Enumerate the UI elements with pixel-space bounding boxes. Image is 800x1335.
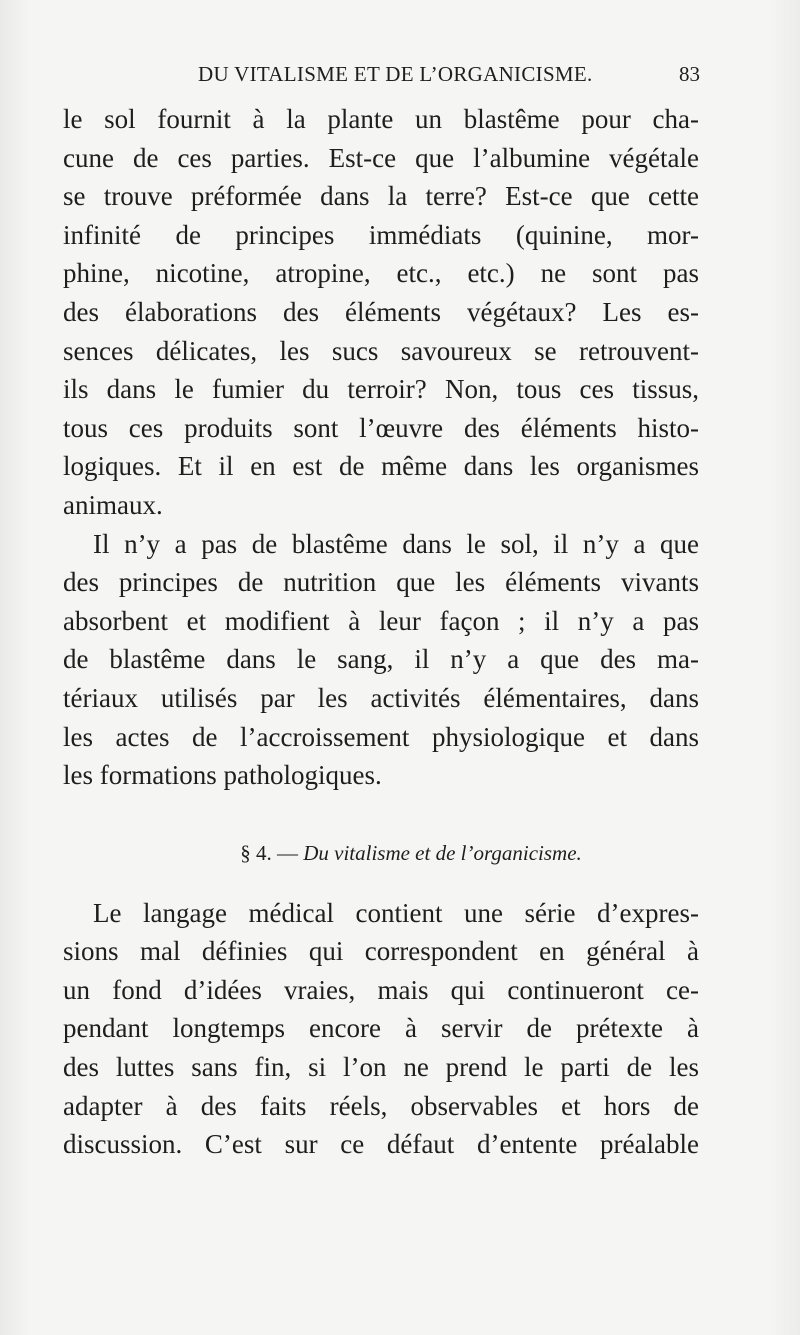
running-head <box>60 62 700 92</box>
section-title: Du vitalisme et de l’organicisme. <box>303 840 582 865</box>
text-line: des principes de nutrition que les éléments vivants <box>63 567 699 598</box>
heading-spacer <box>63 872 699 894</box>
text-line: logiques. Et il en est de même dans les organismes <box>63 451 699 482</box>
text-line: ils dans le fumier du terroir? Non, tous ces tissus, <box>63 374 699 405</box>
text-line: Il n’y a pas de blastême dans le sol, il n’y a que <box>93 528 699 559</box>
text-line: un fond d’idées vraies, mais qui continueront ce- <box>63 974 699 1005</box>
paragraph-3 <box>63 894 699 1164</box>
page-number: 83 <box>679 62 700 86</box>
text-line: absorbent et modifient à leur façon ; il n’y a pas <box>63 605 699 636</box>
running-title: DU VITALISME ET DE L’ORGANICISME. <box>198 62 593 86</box>
body-text <box>63 100 699 1164</box>
text-line: Le langage médical contient une série d’expres- <box>93 897 699 928</box>
text-line: animaux. <box>63 489 163 520</box>
text-line: des élaborations des éléments végétaux? Les es- <box>63 296 699 327</box>
text-line: se trouve préformée dans la terre? Est-ce que cette <box>63 181 699 212</box>
text-line: adapter à des faits réels, observables et hors de <box>63 1090 699 1121</box>
text-line: cune de ces parties. Est-ce que l’albumine végétale <box>63 142 699 173</box>
text-line: le sol fournit à la plante un blastême pour cha- <box>63 104 699 134</box>
text-line: les formations pathologiques. <box>63 760 382 791</box>
text-line: discussion. C’est sur ce défaut d’entente préalable <box>63 1129 699 1160</box>
text-line: tériaux utilisés par les activités élémentaires, dans <box>63 682 699 713</box>
section-number: § 4. — <box>240 840 298 865</box>
text-line: des luttes sans fin, si l’on ne prend le parti de les <box>63 1052 699 1083</box>
paragraph-2 <box>63 525 699 795</box>
paragraph-1 <box>63 100 699 525</box>
text-line: les actes de l’accroissement physiologique et dans <box>63 721 699 752</box>
text-line: phine, nicotine, atropine, etc., etc.) ne sont pas <box>63 258 699 289</box>
text-line: tous ces produits sont l’œuvre des éléments histo- <box>63 412 699 443</box>
section-heading <box>123 834 699 872</box>
section-spacer <box>63 795 699 834</box>
text-line: pendant longtemps encore à servir de prétexte à <box>63 1013 699 1044</box>
text-line: infinité de principes immédiats (quinine, mor- <box>63 219 699 250</box>
text-line: sions mal définies qui correspondent en général à <box>63 936 699 967</box>
text-line: de blastême dans le sang, il n’y a que des ma- <box>63 644 699 675</box>
text-line: sences délicates, les sucs savoureux se retrouvent- <box>63 335 699 366</box>
